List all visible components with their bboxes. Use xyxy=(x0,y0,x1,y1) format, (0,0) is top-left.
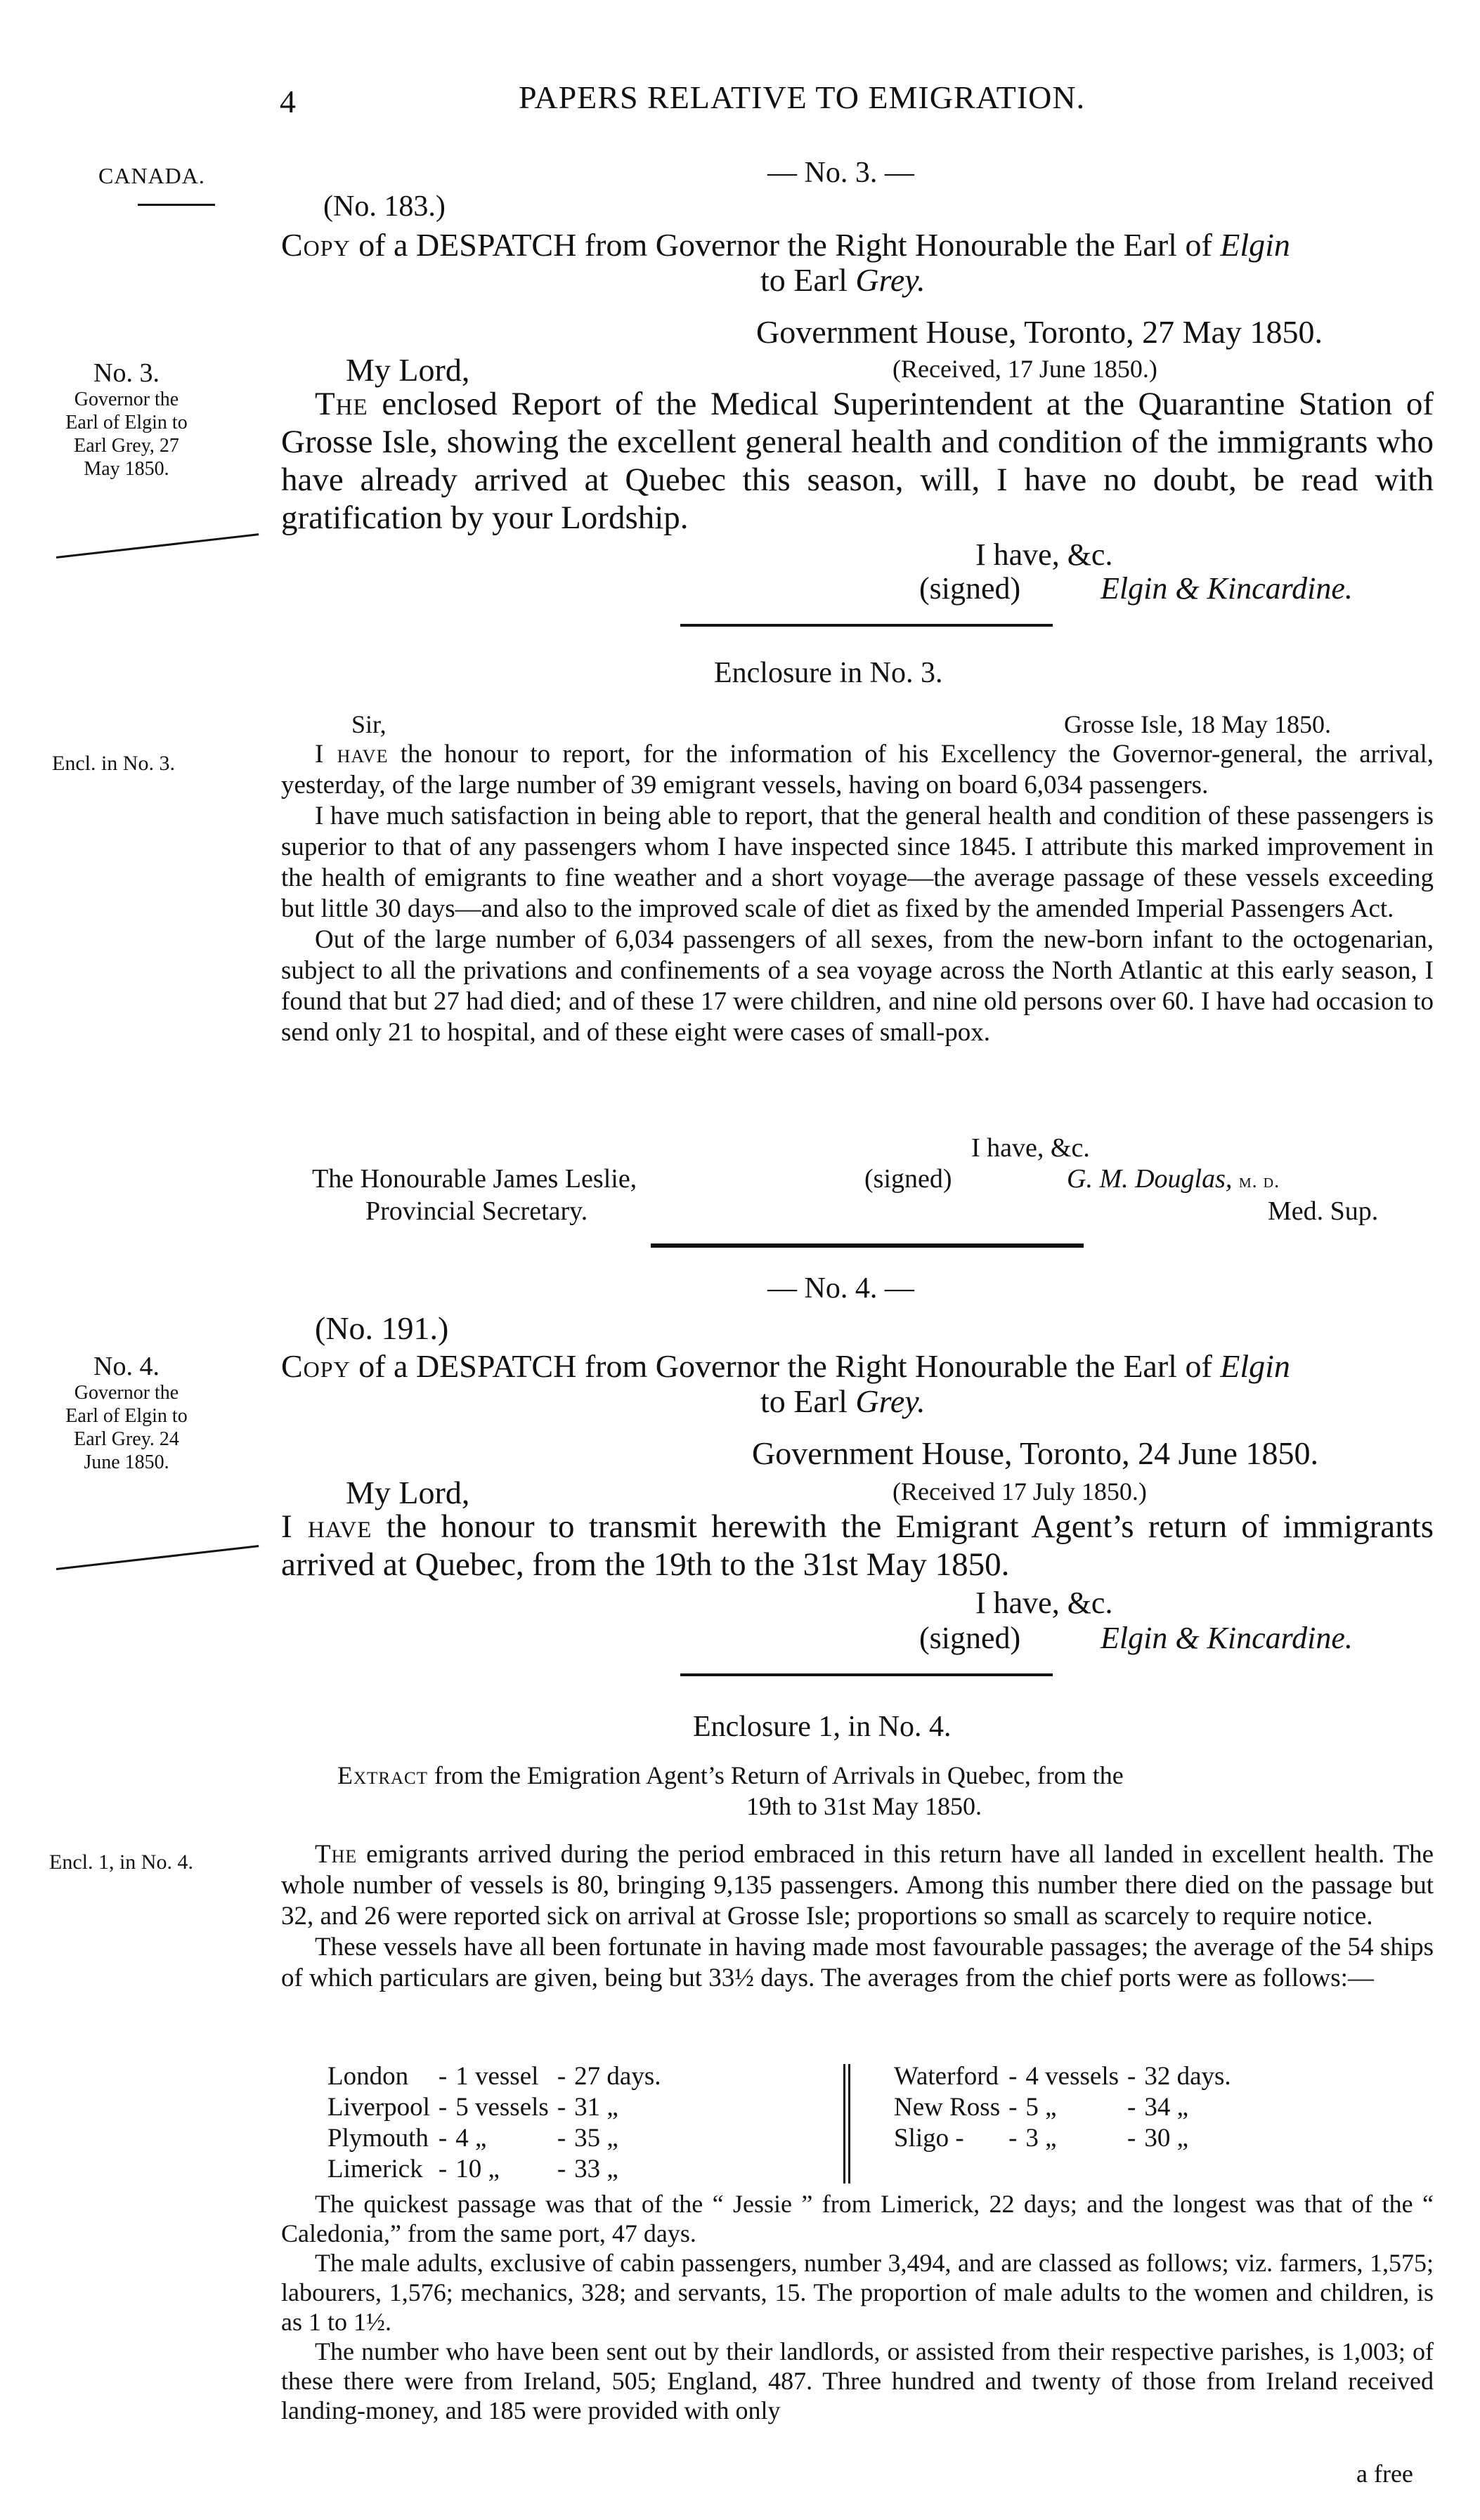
port-dash1: - xyxy=(438,2062,448,2091)
port-row-right xyxy=(890,2061,1235,2092)
despatch3-title-prefix: Copy xyxy=(281,227,351,263)
port-days: 34 „ xyxy=(1144,2093,1189,2122)
enclosure4-extract-rest: from the Emigration Agent’s Return of Arrivals in Quebec, from the xyxy=(428,1761,1124,1789)
port-row-left xyxy=(323,2123,665,2154)
despatch3-first-word: The xyxy=(315,386,368,422)
enclosure4-paragraph-1 xyxy=(281,1839,1434,1932)
despatch4-title-prefix: Copy xyxy=(281,1348,351,1384)
enclosure3-md: m. d. xyxy=(1238,1170,1280,1192)
port-port: Sligo - xyxy=(894,2124,964,2153)
enclosure4-paragraph-2: These vessels have all been fortunate in having made most favourable passages; the average of the 54 ships of which particulars are given, being but 33½ days. The averages from the chief ports were as follows:— xyxy=(281,1933,1434,1992)
despatch4-title-line1 xyxy=(281,1347,1290,1385)
enclosure3-signature: G. M. Douglas, xyxy=(1067,1164,1233,1194)
despatch3-rule xyxy=(680,624,1053,627)
port-port: Waterford xyxy=(894,2062,999,2091)
page-number: 4 xyxy=(280,84,296,119)
margin-label-canada: CANADA. xyxy=(98,163,205,188)
port-port: Plymouth xyxy=(327,2124,429,2153)
despatch3-title-rest: from Governor the Right Honourable the Earl of xyxy=(576,227,1221,263)
despatch4-margin-desc: Governor the Earl of Elgin to Earl Grey. 24 June 1850. xyxy=(65,1382,188,1473)
despatch4-ref: (No. 191.) xyxy=(315,1310,449,1346)
despatch4-heading: — No. 4. — xyxy=(767,1272,914,1305)
despatch4-margin-note xyxy=(21,1352,232,1474)
despatch3-body-text: enclosed Report of the Medical Superintendent at the Quarantine Station of Grosse Isle, showing the excellent general health and condition of the immigrants who have already arrived at Quebec this season, will, I have no doubt, be read with gratification by your Lordship. xyxy=(281,386,1434,536)
enclosure3-paragraph-2: I have much satisfaction in being able to report, that the general health and condition of these passengers is superior to that of any passengers whom I have inspected since 1845. I attribute this marked improvement in the health of emigrants to fine weather and a short voyage—the average passage of these vessels exceeding but little 30 days—and also to the improved scale of diet as fixed by the amended Imperial Passengers Act. xyxy=(281,802,1434,923)
despatch4-body-text: the honour to transmit herewith the Emigrant Agent’s return of immigrants arrived at Quebec, from the 19th to the 31st May 1850. xyxy=(281,1508,1434,1583)
port-row-left xyxy=(323,2092,665,2123)
running-title: PAPERS RELATIVE TO EMIGRATION. xyxy=(519,79,1086,115)
port-vessels: 10 „ xyxy=(455,2155,500,2183)
ports-table-divider xyxy=(843,2064,850,2183)
port-row-right xyxy=(890,2092,1235,2123)
despatch3-body xyxy=(281,385,1434,537)
enclosure3-body xyxy=(281,739,1434,1048)
enclosure4-extract-line2: 19th to 31st May 1850. xyxy=(746,1792,982,1820)
ports-table-right-body xyxy=(890,2061,1235,2154)
port-days: 35 „ xyxy=(574,2124,618,2153)
despatch4-salutation: My Lord, xyxy=(346,1475,470,1510)
enclosure3-margin: Encl. in No. 3. xyxy=(52,752,175,775)
enclosure3-signed: (signed) xyxy=(864,1164,952,1194)
port-dash1: - xyxy=(1008,2062,1018,2091)
despatch3-title-name1: Elgin xyxy=(1220,227,1290,263)
enclosure4-p1-text: emigrants arrived during the period embraced in this return have all landed in excellent health. The whole number of vessels is 80, bringing 9,135 passengers. Among this number there died on the passage but 32, and 26 were reported sick on arrival at Grosse Isle; proportions so small as scarcely to require notice. xyxy=(281,1840,1434,1931)
ports-table-right xyxy=(890,2061,1235,2154)
port-dash2: - xyxy=(557,2093,566,2122)
catchword: a free xyxy=(1356,2460,1413,2488)
ports-table-left-body xyxy=(323,2061,665,2185)
despatch3-title-name2: Grey. xyxy=(855,262,926,298)
port-days: 27 days. xyxy=(574,2062,661,2091)
port-vessels: 4 „ xyxy=(455,2124,487,2153)
port-days: 30 „ xyxy=(1144,2124,1189,2153)
despatch4-first-word: I have xyxy=(281,1508,372,1545)
despatch3-title-line2 xyxy=(760,261,926,299)
port-vessels: 1 vessel xyxy=(455,2062,539,2091)
enclosure3-paragraph-3: Out of the large number of 6,034 passengers of all sexes, from the new-born infant to the octogenarian, subject to all the privations and confinements of a sea voyage across the North Atlantic at this early season, I found that but 27 had died; and of these 17 were children, and nine old persons over 60. I have had occasion to send only 21 to hospital, and of these eight were cases of small-pox. xyxy=(281,925,1434,1047)
despatch3-signed: (signed) xyxy=(919,571,1021,606)
enclosure4-margin: Encl. 1, in No. 4. xyxy=(49,1850,193,1874)
despatch3-title-line1 xyxy=(281,226,1290,263)
despatch4-margin-stroke xyxy=(56,1545,259,1570)
port-port: New Ross xyxy=(894,2093,1001,2122)
port-days: 31 „ xyxy=(574,2093,618,2122)
enclosure3-p1-text: the honour to report, for the information of his Excellency the Governor-general, the arrival, yesterday, of the large number of 39 emigrant vessels, having on board 6,034 passengers. xyxy=(281,740,1434,799)
port-dash2: - xyxy=(557,2124,566,2153)
enclosure4-extract-first: Extract xyxy=(337,1761,428,1789)
port-dash1: - xyxy=(1008,2124,1018,2153)
despatch3-title-main: DESPATCH xyxy=(415,227,577,263)
enclosure3-salutation: Sir, xyxy=(351,710,387,738)
port-vessels: 4 vessels xyxy=(1025,2062,1119,2091)
port-port: Liverpool xyxy=(327,2093,430,2122)
enclosure4-paragraph-5: The number who have been sent out by their landlords, or assisted from their respective parishes, is 1,003; of these there were from Ireland, 505; England, 487. Three hundred and twenty of those from Ireland received landing-money, and 185 were provided with only xyxy=(281,2337,1434,2424)
despatch4-title-line2 xyxy=(760,1383,926,1420)
despatch3-title-of: of a xyxy=(350,227,416,263)
enclosure3-heading: Enclosure in No. 3. xyxy=(714,657,943,689)
enclosure4-extract-line1 xyxy=(337,1761,1124,1790)
port-port: Limerick xyxy=(327,2155,423,2183)
port-row-left xyxy=(323,2061,665,2092)
despatch4-close: I have, &c. xyxy=(975,1586,1113,1620)
despatch4-place-date: Government House, Toronto, 24 June 1850. xyxy=(752,1435,1318,1471)
enclosure4-heading: Enclosure 1, in No. 4. xyxy=(693,1711,952,1743)
enclosure3-title: Med. Sup. xyxy=(1268,1196,1379,1226)
despatch3-salutation: My Lord, xyxy=(346,352,470,388)
despatch3-margin-no: No. 3. xyxy=(93,358,160,388)
port-dash2: - xyxy=(1127,2062,1136,2091)
port-dash1: - xyxy=(1008,2093,1018,2122)
enclosure3-paragraph-1 xyxy=(281,739,1434,801)
enclosure4-body-bottom xyxy=(281,2189,1434,2425)
port-dash2: - xyxy=(1127,2124,1136,2153)
despatch3-margin-desc: Governor the Earl of Elgin to Earl Grey, 27 May 1850. xyxy=(65,389,188,480)
despatch3-margin-stroke xyxy=(56,533,259,559)
despatch4-title-rest: from Governor the Right Honourable the Earl of xyxy=(576,1348,1221,1384)
port-days: 33 „ xyxy=(574,2155,618,2183)
despatch3-margin-note xyxy=(21,358,232,481)
despatch4-rule xyxy=(680,1673,1053,1676)
despatch4-title-of: of a xyxy=(350,1348,416,1384)
despatch3-heading: — No. 3. — xyxy=(767,157,914,189)
enclosure3-addressee-line2: Provincial Secretary. xyxy=(365,1196,588,1226)
port-dash1: - xyxy=(438,2093,448,2122)
despatch3-ref: (No. 183.) xyxy=(323,190,446,223)
despatch3-signature: Elgin & Kincardine. xyxy=(1101,571,1353,606)
enclosure4-paragraph-4: The male adults, exclusive of cabin passengers, number 3,494, and are classed as follows; viz. farmers, 1,575; labourers, 1,576; mechanics, 328; and servants, 15. The proportion of male adults to the women and children, is as 1 to 1½. xyxy=(281,2249,1434,2336)
port-dash2: - xyxy=(557,2155,566,2183)
port-vessels: 5 „ xyxy=(1025,2093,1057,2122)
port-dash2: - xyxy=(557,2062,566,2091)
enclosure3-place-date: Grosse Isle, 18 May 1850. xyxy=(1064,710,1331,738)
despatch4-margin-no: No. 4. xyxy=(93,1352,160,1381)
port-vessels: 3 „ xyxy=(1025,2124,1057,2153)
despatch4-signed: (signed) xyxy=(919,1621,1021,1655)
enclosure4-paragraph-3: The quickest passage was that of the “ Jessie ” from Limerick, 22 days; and the longest was that of the “ Caledonia,” from the same port, 47 days. xyxy=(281,2190,1434,2247)
enclosure3-p1-first: I have xyxy=(315,740,389,769)
margin-rule xyxy=(138,204,215,206)
enclosure4-body-top xyxy=(281,1839,1434,1994)
despatch3-close: I have, &c. xyxy=(975,537,1113,572)
port-port: London xyxy=(327,2062,409,2091)
enclosure4-p1-first: The xyxy=(315,1840,358,1869)
port-dash2: - xyxy=(1127,2093,1136,2122)
enclosure3-signature-line xyxy=(1067,1163,1280,1194)
enclosure3-addressee-line1: The Honourable James Leslie, xyxy=(312,1164,637,1194)
ports-table-left xyxy=(323,2061,665,2185)
despatch4-body-paragraph xyxy=(281,1508,1434,1584)
port-vessels: 5 vessels xyxy=(455,2093,549,2122)
despatch4-body xyxy=(281,1508,1434,1584)
despatch4-title-name2: Grey. xyxy=(855,1383,926,1419)
despatch3-received: (Received, 17 June 1850.) xyxy=(892,355,1157,383)
port-dash1: - xyxy=(438,2155,448,2183)
port-days: 32 days. xyxy=(1144,2062,1231,2091)
enclosure3-rule xyxy=(651,1243,1084,1248)
port-dash1: - xyxy=(438,2124,448,2153)
despatch4-received: (Received 17 July 1850.) xyxy=(892,1477,1147,1506)
port-row-left xyxy=(323,2154,665,2185)
despatch3-place-date: Government House, Toronto, 27 May 1850. xyxy=(756,314,1323,350)
port-row-right xyxy=(890,2123,1235,2154)
despatch4-signature: Elgin & Kincardine. xyxy=(1101,1621,1353,1655)
despatch4-title-main: DESPATCH xyxy=(415,1348,577,1384)
enclosure3-close: I have, &c. xyxy=(971,1133,1090,1163)
despatch3-title-line2-pre: to Earl xyxy=(760,262,856,298)
despatch4-title-line2-pre: to Earl xyxy=(760,1383,856,1419)
despatch3-body-paragraph xyxy=(281,385,1434,537)
despatch4-title-name1: Elgin xyxy=(1220,1348,1290,1384)
